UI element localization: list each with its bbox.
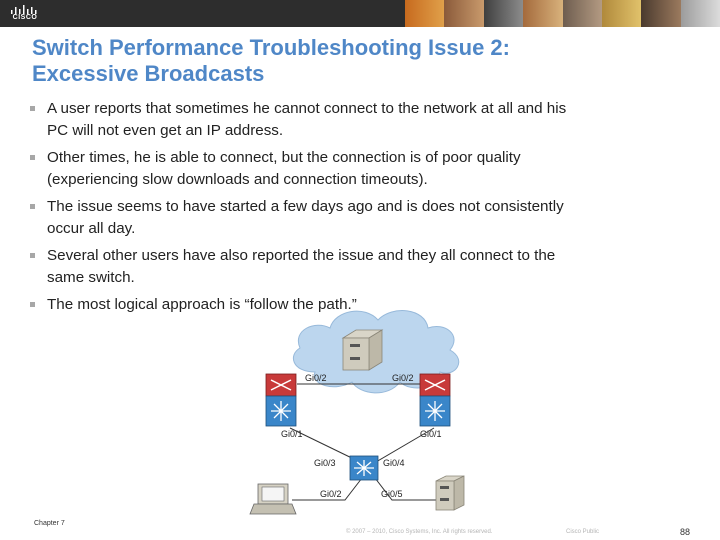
multilayer-switch-icon [420, 374, 450, 426]
classification-label: Cisco Public [566, 529, 600, 535]
port-label: Gi0/1 [281, 429, 303, 439]
copyright-text: © 2007 – 2010, Cisco Systems, Inc. All rights reserved. [346, 529, 493, 535]
bullet-line: (experiencing slow downloads and connection timeouts). [47, 171, 428, 188]
chapter-label: Chapter 7 [34, 520, 65, 527]
port-label: Gi0/4 [383, 458, 405, 468]
pc-icon [250, 484, 296, 514]
port-label: Gi0/3 [314, 458, 336, 468]
multilayer-switch-icon [266, 374, 296, 426]
slide-title-line: Excessive Broadcasts [32, 61, 265, 86]
port-label: Gi0/1 [420, 429, 442, 439]
bullet-line: occur all day. [47, 220, 136, 237]
port-label: Gi0/2 [320, 489, 342, 499]
page-number: 88 [680, 527, 691, 537]
switch-icon [350, 456, 378, 480]
slide-title-line: Switch Performance Troubleshooting Issue 2: [32, 35, 510, 60]
server-icon [436, 476, 464, 510]
bullet-line: Other times, he is able to connect, but the connection is of poor quality [47, 149, 521, 166]
bullet-line: same switch. [47, 269, 135, 286]
bullet-line: The issue seems to have started a few days ago and is does not consistently [47, 198, 564, 215]
bullet-line: Several other users have also reported the issue and they all connect to the [47, 247, 556, 264]
server-icon [343, 330, 382, 370]
bullet-line: PC will not even get an IP address. [47, 122, 284, 139]
bullet-line: The most logical approach is “follow the path.” [47, 296, 357, 313]
port-label: Gi0/2 [392, 373, 414, 383]
port-label: Gi0/2 [305, 373, 327, 383]
port-label: Gi0/5 [381, 489, 403, 499]
logo-text: CISCO [12, 14, 38, 21]
bullet-line: A user reports that sometimes he cannot connect to the network at all and his [47, 100, 567, 117]
